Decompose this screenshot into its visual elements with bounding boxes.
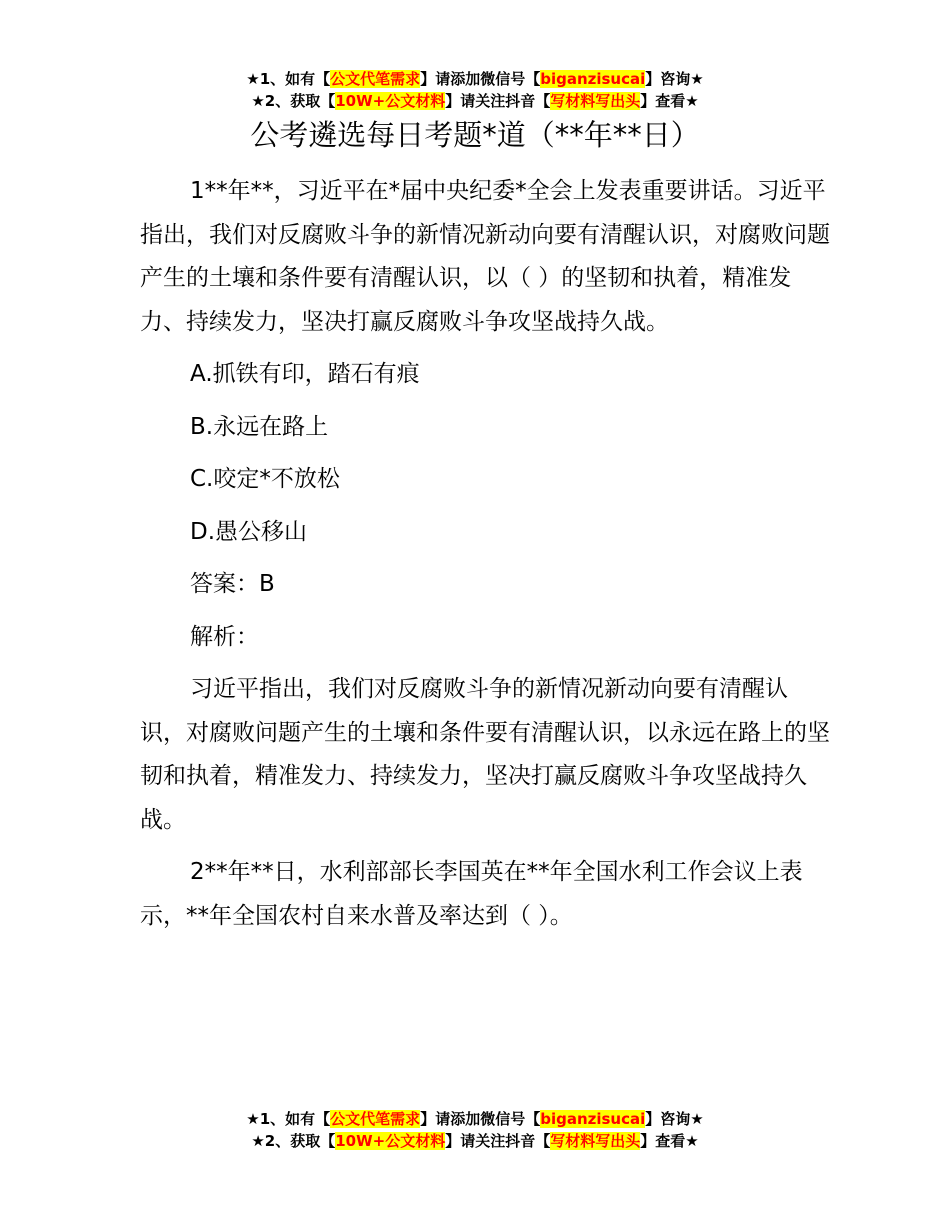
page-title: 公考遴选每日考题*道（**年**日） xyxy=(250,118,700,152)
banner-highlight: 公文代笔需求 xyxy=(330,70,421,88)
banner-line-1 xyxy=(0,1108,950,1130)
answer: 答案：B xyxy=(190,571,275,597)
banner-highlight: 10W+公文材料 xyxy=(335,1132,446,1150)
option-d: D.愚公移山 xyxy=(190,518,308,545)
banner-text: 】请添加微信号【 xyxy=(420,70,541,88)
banner-highlight: 10W+公文材料 xyxy=(335,92,446,110)
question-1-stem: 1**年**，习近平在*届中央纪委*全会上发表重要讲话。习近平指出，我们对反腐败斗争的新情况新动向要有清醒认识，对腐败问题产生的土壤和条件要有清醒认识，以（ ）的坚韧和执着，精准发力、持续发力，坚决打赢反腐败斗争攻坚战持久战。 xyxy=(140,178,830,335)
banner-line-1 xyxy=(0,68,950,90)
banner-text: ★1、如有【 xyxy=(246,70,331,88)
banner-text: 】咨询★ xyxy=(645,70,704,88)
banner-highlight: 公文代笔需求 xyxy=(330,1110,421,1128)
banner-text: 】咨询★ xyxy=(645,1110,704,1128)
banner-text: 】请关注抖音【 xyxy=(445,92,551,110)
banner-text: ★2、获取【 xyxy=(251,1132,336,1150)
wechat-id-highlight: biganzisucai xyxy=(540,70,646,88)
header-banner xyxy=(0,68,950,112)
option-c: C.咬定*不放松 xyxy=(190,466,340,492)
wechat-id-highlight: biganzisucai xyxy=(540,1110,646,1128)
question-2-stem: 2**年**日，水利部部长李国英在**年全国水利工作会议上表示，**年全国农村自来水普及率达到（ ）。 xyxy=(140,859,803,929)
douyin-id-highlight: 写材料写出头 xyxy=(550,1132,641,1150)
document-body xyxy=(140,170,830,947)
banner-text: 】请关注抖音【 xyxy=(445,1132,551,1150)
banner-line-2 xyxy=(0,90,950,112)
option-a: A.抓铁有印，踏石有痕 xyxy=(190,361,420,387)
banner-text: 】请添加微信号【 xyxy=(420,1110,541,1128)
option-b: B.永远在路上 xyxy=(190,413,329,440)
footer-banner xyxy=(0,1108,950,1152)
banner-text: 】查看★ xyxy=(640,1132,699,1150)
douyin-id-highlight: 写材料写出头 xyxy=(550,92,641,110)
banner-text: 】查看★ xyxy=(640,92,699,110)
banner-text: ★2、获取【 xyxy=(251,92,336,110)
banner-line-2 xyxy=(0,1130,950,1152)
analysis-label: 解析： xyxy=(190,623,259,650)
analysis-text: 习近平指出，我们对反腐败斗争的新情况新动向要有清醒认识，对腐败问题产生的土壤和条件要有清醒认识，以永远在路上的坚韧和执着，精准发力、持续发力，坚决打赢反腐败斗争攻坚战持久战。 xyxy=(140,676,830,833)
banner-text: ★1、如有【 xyxy=(246,1110,331,1128)
